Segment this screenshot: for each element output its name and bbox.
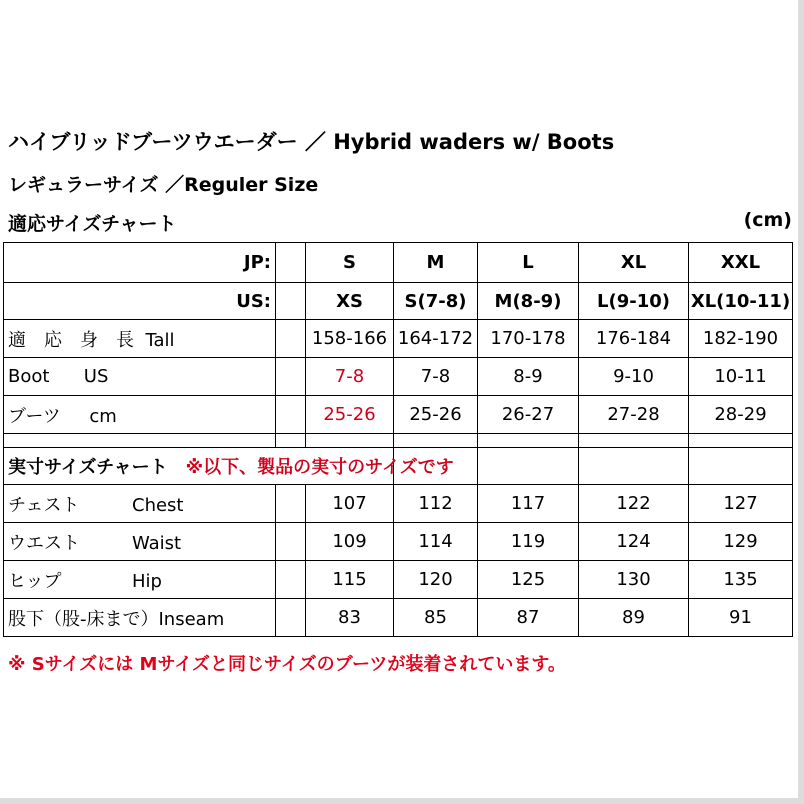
cell-value: 28-29 [689,396,793,434]
cell-value: 176-184 [579,320,689,358]
cell-value: 115 [306,561,394,599]
table-row-hip [4,561,793,599]
jp-key: JP: [4,243,276,283]
jp-size-l: L [478,243,579,283]
size-type-subtitle: レギュラーサイズ ／Reguler Size [8,174,319,196]
cell-value: 122 [579,485,689,523]
table-row-inseam [4,599,793,637]
row-label-en: Tall [145,329,175,351]
row-label-en: Waist [132,532,182,554]
size-table [3,242,793,637]
cell-value: 26-27 [478,396,579,434]
cell-value-highlight: 25-26 [306,396,394,434]
cell-value: 127 [689,485,793,523]
row-label-tall [4,320,276,358]
spacer-cell [276,243,306,283]
cell-value-highlight: 7-8 [306,358,394,396]
spacer-cell [478,434,579,448]
cell-value: 129 [689,523,793,561]
table-row-spacer [4,434,793,448]
jp-size-s: S [306,243,394,283]
row-label-inseam [4,599,276,637]
cell-value: 85 [394,599,478,637]
spacer-cell [4,434,276,448]
spacer-cell [276,396,306,434]
cell-value: 83 [306,599,394,637]
spacer-cell [478,448,579,485]
us-size-3: M(8-9) [478,283,579,320]
us-key: US: [4,283,276,320]
table-row-boot-cm [4,396,793,434]
cell-value: 89 [579,599,689,637]
spacer-cell [276,320,306,358]
us-size-2: S(7-8) [394,283,478,320]
table-row-waist [4,523,793,561]
spacer-cell [394,434,478,448]
cell-value: 170-178 [478,320,579,358]
spacer-cell [276,523,306,561]
row-label-en: Chest [132,494,184,516]
cell-value: 120 [394,561,478,599]
cell-value: 7-8 [394,358,478,396]
jp-size-xl: XL [579,243,689,283]
spacer-cell [276,358,306,396]
spacer-cell [306,434,394,448]
table-row-tall [4,320,793,358]
cell-value: 114 [394,523,478,561]
cell-value: 125 [478,561,579,599]
cell-value: 182-190 [689,320,793,358]
us-size-4: L(9-10) [579,283,689,320]
spacer-cell [276,599,306,637]
row-label-en: Hip [132,570,162,592]
row-label-jp: Boot [8,366,50,387]
table-row-actual-heading [4,448,793,485]
fit-chart-heading: 適応サイズチャート [8,213,177,235]
spacer-cell [276,434,306,448]
row-label-jp: 適 応 身 長 [8,329,134,351]
spacer-cell [276,283,306,320]
spacer-cell [579,434,689,448]
spacer-cell [276,485,306,523]
table-row-chest [4,485,793,523]
cell-value: 87 [478,599,579,637]
cell-value: 8-9 [478,358,579,396]
cell-value: 119 [478,523,579,561]
us-size-1: XS [306,283,394,320]
row-label-en: cm [89,405,117,427]
cell-value: 117 [478,485,579,523]
jp-size-m: M [394,243,478,283]
row-label-chest [4,485,276,523]
frame-edge-bottom [0,798,804,804]
row-label-en: US [83,366,109,387]
actual-chart-note: ※以下、製品の実寸のサイズです [185,457,454,478]
table-row-us-size [4,283,793,320]
row-label-jp: ヒップ [8,570,62,592]
actual-chart-heading [4,448,454,485]
us-size-5: XL(10-11) [689,283,793,320]
table-row-boot-us [4,358,793,396]
row-label-jp: ブーツ [8,405,61,427]
row-label-en: Inseam [158,608,225,630]
cell-value: 130 [579,561,689,599]
row-label-jp: 股下（股-床まで） [8,608,159,630]
frame-edge-right [798,0,804,804]
table-row-jp-size [4,243,793,283]
cell-value: 107 [306,485,394,523]
row-label-boot-cm [4,396,276,434]
boot-size-footnote: ※ Sサイズには Mサイズと同じサイズのブーツが装着されています。 [8,654,566,675]
cell-value: 112 [394,485,478,523]
actual-heading-label: 実寸サイズチャート [8,457,168,478]
spacer-cell [689,448,793,485]
spacer-cell [579,448,689,485]
jp-size-xxl: XXL [689,243,793,283]
cell-value: 109 [306,523,394,561]
unit-label: (cm) [743,209,792,231]
cell-value: 9-10 [579,358,689,396]
spacer-cell [689,434,793,448]
cell-value: 135 [689,561,793,599]
cell-value: 91 [689,599,793,637]
cell-value: 27-28 [579,396,689,434]
row-label-jp: ウエスト [8,532,80,554]
cell-value: 158-166 [306,320,394,358]
cell-value: 164-172 [394,320,478,358]
spacer-cell [276,561,306,599]
product-title: ハイブリッドブーツウエーダー ／ Hybrid waders w/ Boots [8,130,615,154]
row-label-waist [4,523,276,561]
row-label-hip [4,561,276,599]
row-label-jp: チェスト [8,494,80,516]
cell-value: 25-26 [394,396,478,434]
row-label-boot-us [4,358,276,396]
cell-value: 124 [579,523,689,561]
cell-value: 10-11 [689,358,793,396]
